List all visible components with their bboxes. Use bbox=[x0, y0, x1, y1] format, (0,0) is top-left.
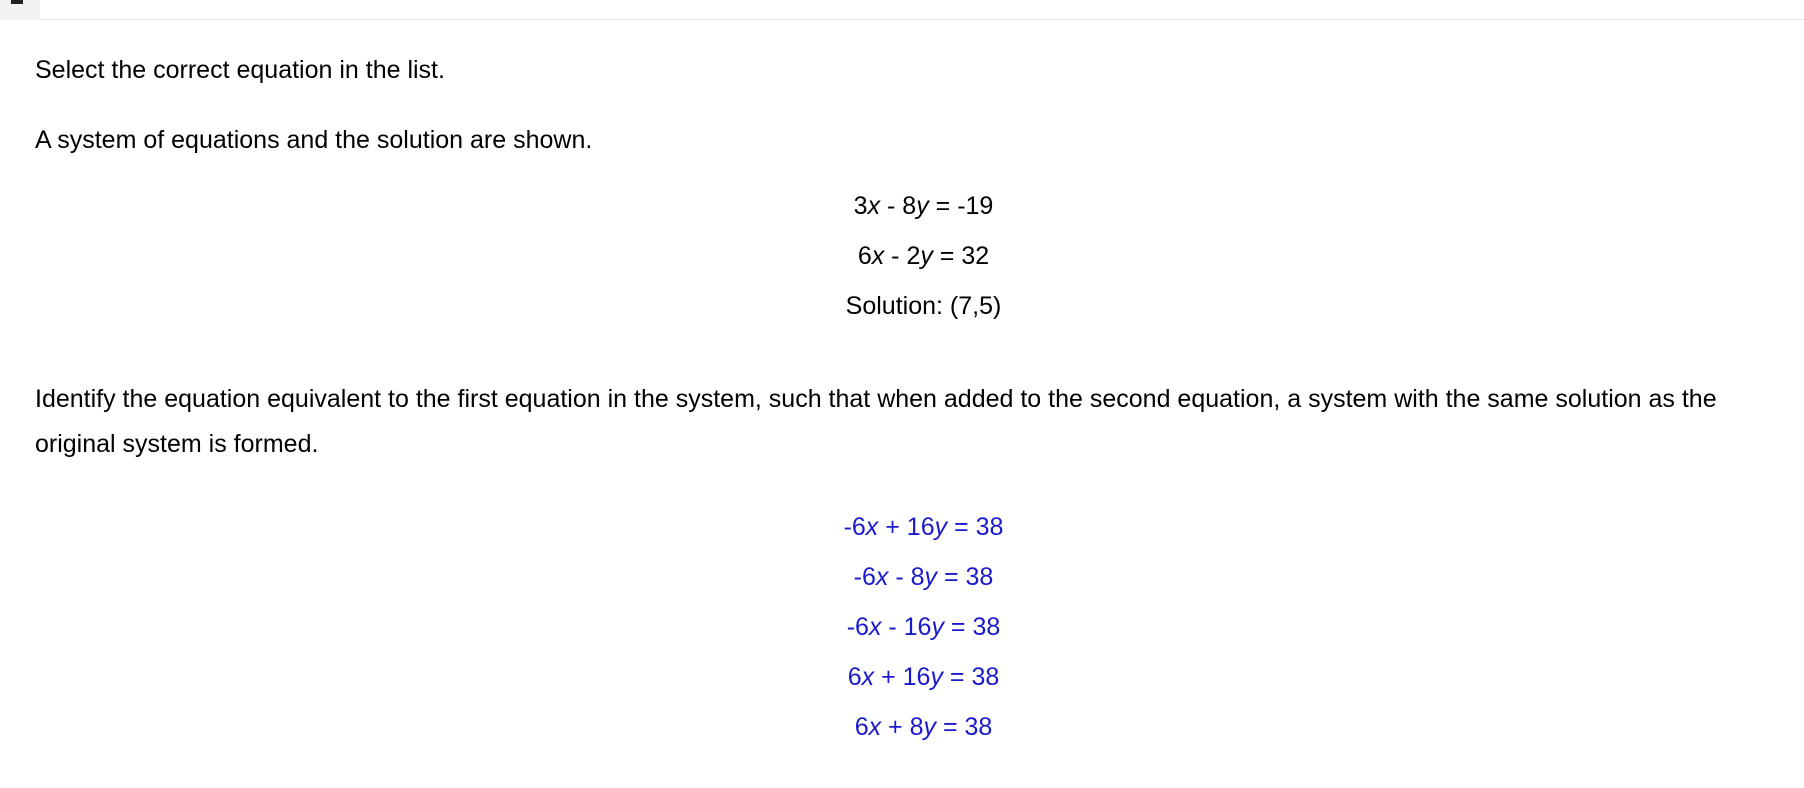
coefficient: 16 bbox=[902, 663, 931, 691]
coefficient: -6 bbox=[846, 613, 869, 641]
answer-choice-2[interactable] bbox=[35, 562, 1804, 592]
coefficient: 16 bbox=[903, 613, 932, 641]
operator: - bbox=[888, 563, 911, 591]
coefficient: 6 bbox=[854, 713, 869, 741]
coefficient: 8 bbox=[902, 192, 917, 220]
variable: y bbox=[923, 713, 936, 741]
coefficient: 8 bbox=[909, 713, 924, 741]
right-hand-side: = 38 bbox=[937, 563, 994, 591]
coefficient: 8 bbox=[910, 563, 925, 591]
coefficient: 6 bbox=[857, 242, 872, 270]
coefficient: 3 bbox=[853, 192, 868, 220]
top-tab[interactable] bbox=[0, 0, 40, 20]
tab-marker-icon bbox=[11, 0, 23, 4]
variable: x bbox=[861, 663, 875, 691]
right-hand-side: = -19 bbox=[928, 192, 994, 220]
coefficient: -6 bbox=[853, 563, 876, 591]
variable: y bbox=[934, 513, 948, 541]
operator: + bbox=[881, 713, 910, 741]
operator: + bbox=[874, 663, 903, 691]
variable: x bbox=[875, 563, 889, 591]
variable: x bbox=[865, 513, 879, 541]
operator: + bbox=[878, 513, 907, 541]
instruction-text: Select the correct equation in the list. bbox=[35, 56, 445, 84]
right-hand-side: = 38 bbox=[942, 663, 1000, 691]
answer-choice-4[interactable] bbox=[35, 662, 1804, 692]
top-bar bbox=[0, 0, 1804, 20]
operator: - bbox=[884, 242, 907, 270]
answer-choice-5[interactable] bbox=[35, 712, 1804, 742]
variable: y bbox=[924, 563, 938, 591]
coefficient: 2 bbox=[906, 242, 921, 270]
operator: - bbox=[881, 613, 904, 641]
variable: x bbox=[868, 713, 882, 741]
coefficient: -6 bbox=[843, 513, 866, 541]
right-hand-side: = 38 bbox=[947, 513, 1004, 541]
coefficient: 6 bbox=[847, 663, 862, 691]
operator: - bbox=[880, 192, 903, 220]
answer-choice-1[interactable] bbox=[35, 512, 1804, 542]
variable: y bbox=[920, 242, 933, 270]
variable: x bbox=[868, 613, 882, 641]
coefficient: 16 bbox=[906, 513, 935, 541]
right-hand-side: = 32 bbox=[932, 242, 990, 270]
system-equation-2 bbox=[35, 241, 1804, 271]
variable: y bbox=[916, 192, 929, 220]
variable: x bbox=[867, 192, 881, 220]
variable: y bbox=[930, 663, 943, 691]
variable: x bbox=[871, 242, 885, 270]
variable: y bbox=[931, 613, 944, 641]
answer-choice-3[interactable] bbox=[35, 612, 1804, 642]
system-equation-1 bbox=[35, 191, 1804, 221]
solution-text: Solution: (7,5) bbox=[845, 292, 1002, 320]
right-hand-side: = 38 bbox=[943, 613, 1001, 641]
right-hand-side: = 38 bbox=[936, 713, 993, 741]
intro-text: A system of equations and the solution are shown. bbox=[35, 126, 593, 154]
question-text: Identify the equation equivalent to the first equation in the system, such that when added to the second equation, a system with the same solution as the original system is formed. bbox=[35, 385, 1717, 458]
